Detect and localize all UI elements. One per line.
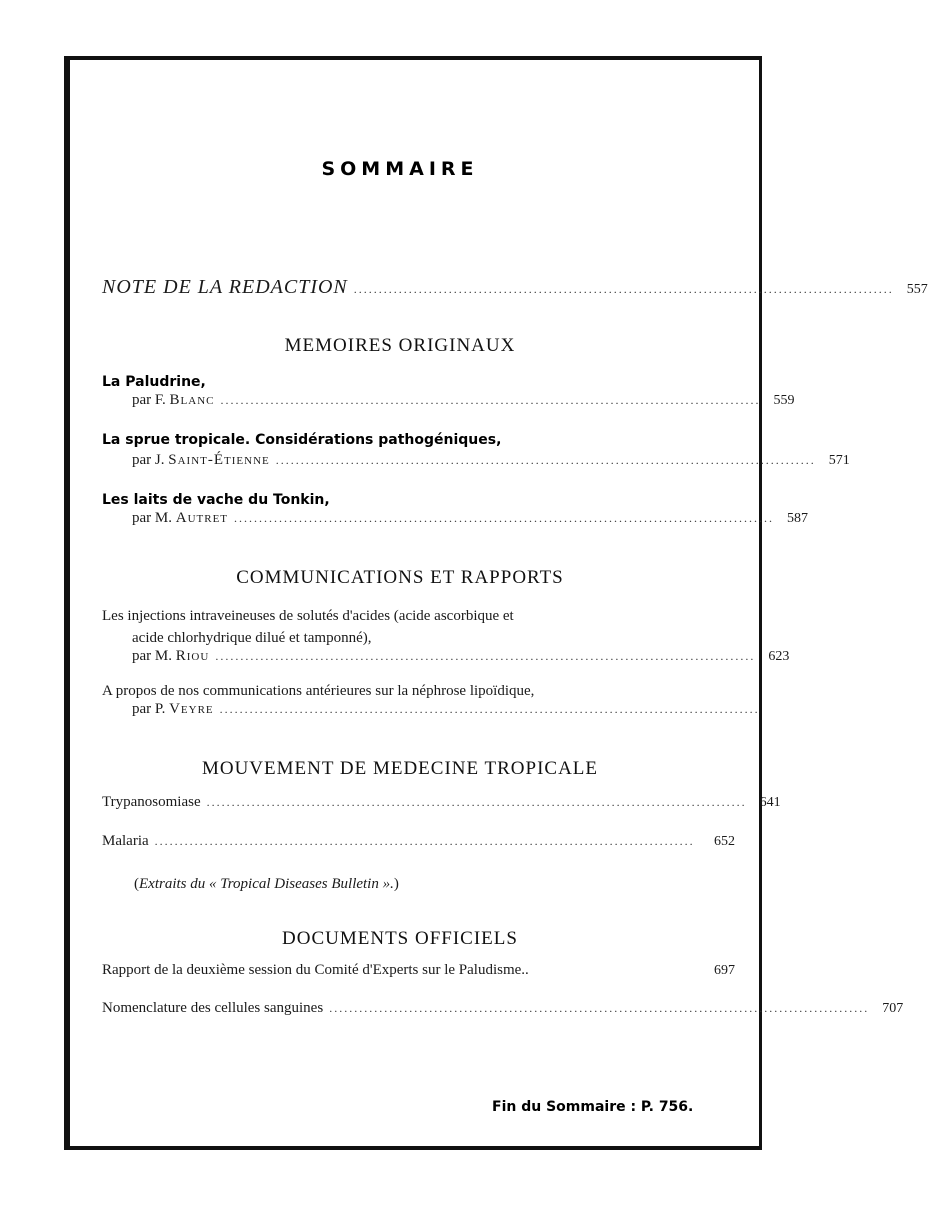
toc-entry-label: Rapport de la deuxième session du Comité d'Experts sur le Paludisme..: [102, 962, 529, 978]
toc-entry-label: NOTE DE LA REDACTION: [102, 276, 348, 298]
toc-entry-label: Nomenclature des cellules sanguines: [102, 1000, 324, 1016]
section-heading-memoires: MEMOIRES ORIGINAUX: [284, 335, 516, 356]
toc-entry-label: Malaria: [102, 833, 149, 849]
toc-entry-byline: par M. Autret: [132, 510, 229, 526]
section-heading-communications: COMMUNICATIONS ET RAPPORTS: [236, 567, 564, 588]
toc-entry-page: 707: [882, 1001, 904, 1016]
toc-entry-byline: par F. Blanc: [132, 392, 215, 408]
toc-entry-title: La Paludrine,: [102, 374, 206, 390]
toc-entry-nomenclature[interactable]: [102, 1000, 904, 1022]
leader-dots: ............................................................................................................: [206, 795, 747, 809]
toc-entry-memoire-3[interactable]: [132, 510, 809, 532]
toc-entry-title: La sprue tropicale. Considérations pathogéniques,: [102, 432, 502, 448]
footer-end-of-contents: Fin du Sommaire : P. 756.: [492, 1099, 694, 1115]
toc-entry-communication-2[interactable]: [132, 701, 760, 723]
toc-entry-communication-1[interactable]: [132, 648, 790, 670]
toc-entry-memoire-2[interactable]: [132, 452, 850, 474]
extracts-note: (Extraits du « Tropical Diseases Bulletin ».): [134, 876, 399, 892]
toc-entry-trypanosomiase[interactable]: [102, 794, 781, 816]
leader-dots: ............................................................................................................: [215, 649, 756, 663]
toc-entry-page: 559: [773, 393, 795, 408]
toc-entry-communication-1-text: Les injections intraveineuses de solutés d'acides (acide ascorbique et acide chlorhydrique dilué et tamponné),: [102, 608, 514, 646]
leader-dots: ............................................................................................................: [275, 453, 816, 467]
toc-entry-byline: par P. Veyre: [132, 701, 214, 717]
toc-entry-page: 697: [714, 963, 735, 978]
toc-entry-page: 557: [906, 282, 928, 297]
toc-entry-byline: par J. Saint-Étienne: [132, 452, 270, 468]
toc-entry-byline: par M. Riou: [132, 648, 210, 664]
leader-dots: ............................................................................................................: [219, 702, 760, 716]
toc-entry-page: 571: [828, 453, 850, 468]
leader-dots: ............................................................................................................: [353, 282, 894, 296]
toc-entry-title: Les laits de vache du Tonkin,: [102, 492, 330, 508]
leader-dots: ............................................................................................................: [154, 834, 695, 848]
leader-dots: ............................................................................................................: [329, 1001, 870, 1015]
section-heading-mouvement: MOUVEMENT DE MEDECINE TROPICALE: [201, 758, 599, 779]
toc-entry-page: 587: [787, 511, 809, 526]
toc-entry-note[interactable]: [102, 276, 928, 298]
section-heading-documents: DOCUMENTS OFFICIELS: [282, 928, 518, 949]
toc-entry-malaria[interactable]: [102, 833, 735, 855]
page-title: SOMMAIRE: [321, 158, 479, 180]
leader-dots: ............................................................................................................: [234, 511, 775, 525]
page-frame: [64, 56, 762, 1150]
leader-dots: ............................................................................................................: [220, 393, 761, 407]
toc-entry-memoire-1[interactable]: [132, 392, 795, 414]
toc-entry-communication-2-text: A propos de nos communications antérieures sur la néphrose lipoïdique,: [102, 683, 535, 699]
toc-entry-page: 641: [759, 795, 781, 810]
toc-entry-rapport[interactable]: [102, 962, 735, 984]
toc-entry-label: Trypanosomiase: [102, 794, 201, 810]
toc-entry-page: 623: [768, 649, 790, 664]
toc-entry-page: 652: [714, 834, 735, 849]
